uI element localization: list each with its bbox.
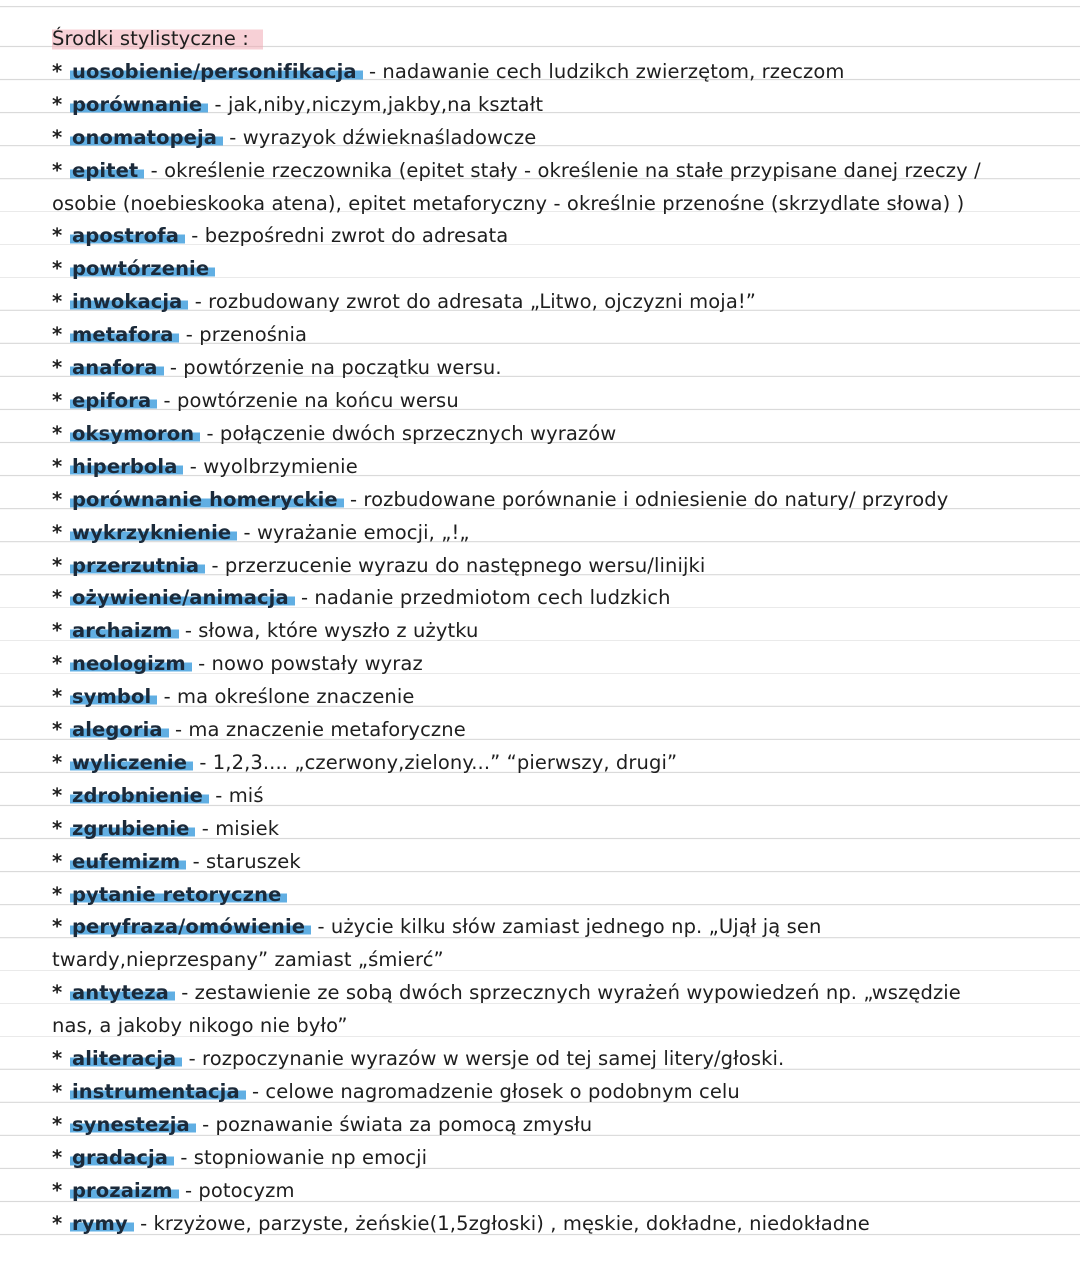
entry-definition: - wyrażanie emocji, „!„ <box>237 520 470 544</box>
bullet-star: * <box>52 323 63 347</box>
bullet-star: * <box>52 652 63 676</box>
entry-definition: - rozpoczynanie wyrazów w wersje od tej samej litery/głoski. <box>182 1047 785 1071</box>
bullet-star: * <box>52 750 63 774</box>
bullet-star: * <box>52 1145 63 1169</box>
entry-term: peryfraza/omówienie <box>70 915 311 938</box>
entry-line <box>52 1175 1062 1208</box>
entry-line <box>52 56 1062 89</box>
bullet-star: * <box>52 882 63 906</box>
entry-term: porównanie <box>70 93 208 116</box>
page-title: Środki stylistyczne : <box>52 23 263 56</box>
entry-term: epifora <box>70 389 157 412</box>
entry-line <box>52 220 1062 253</box>
bullet-star: * <box>52 224 63 248</box>
entry-line <box>52 89 1062 122</box>
entry-definition: - staruszek <box>186 849 301 873</box>
entry-line <box>52 977 1062 1010</box>
bullet-star: * <box>52 520 63 544</box>
entry-term: gradacja <box>70 1146 174 1169</box>
entry-term: oksymoron <box>70 422 200 445</box>
entry-definition: - krzyżowe, parzyste, żeńskie(1,5zgłoski) , męskie, dokładne, niedokładne <box>133 1211 870 1235</box>
entry-term: synestezja <box>70 1113 196 1136</box>
bullet-star: * <box>52 388 63 412</box>
entry-definition: - potocyzm <box>178 1178 295 1202</box>
entry-definition: - nadanie przedmiotom cech ludzkich <box>294 586 671 610</box>
entry-definition: - wyolbrzymienie <box>183 454 358 478</box>
entry-line <box>52 1043 1062 1076</box>
entry-term: neologizm <box>70 652 192 675</box>
entry-line <box>52 648 1062 681</box>
bullet-star: * <box>52 92 63 116</box>
entry-definition: - ma znaczenie metaforyczne <box>168 718 466 742</box>
entry-line <box>52 1109 1062 1142</box>
entry-line <box>52 286 1062 319</box>
entry-term: wykrzyknienie <box>70 521 237 544</box>
entry-line <box>52 385 1062 418</box>
entry-definition: - 1,2,3.... „czerwony,zielony...” “pierwszy, drugi” <box>193 750 678 774</box>
entry-definition: - poznawanie świata za pomocą zmysłu <box>195 1112 593 1136</box>
entry-line <box>52 484 1062 517</box>
bullet-star: * <box>52 487 63 511</box>
entry-term: onomatopeja <box>70 126 223 149</box>
entry-term: zgrubienie <box>70 817 195 840</box>
entry-term: epitet <box>70 159 144 182</box>
bullet-star: * <box>52 816 63 840</box>
bullet-star: * <box>52 125 63 149</box>
entry-definition: - rozbudowany zwrot do adresata „Litwo, ojczyzni moja!” <box>188 290 756 314</box>
entry-line <box>52 582 1062 615</box>
bullet-star: * <box>52 783 63 807</box>
entry-term: metafora <box>70 323 179 346</box>
bullet-star: * <box>52 586 63 610</box>
entry-line <box>52 319 1062 352</box>
entry-line <box>52 747 1062 780</box>
bullet-star: * <box>52 981 63 1005</box>
bullet-star: * <box>52 1080 63 1103</box>
entry-term: antyteza <box>70 981 175 1004</box>
entry-line <box>52 911 1062 944</box>
entry-term: alegoria <box>70 718 169 741</box>
entry-line <box>52 550 1062 583</box>
bullet-star: * <box>52 718 63 742</box>
entry-term: archaizm <box>70 619 179 642</box>
entry-definition: - słowa, które wyszło z użytku <box>178 619 479 643</box>
entry-definition: - miś <box>208 783 264 807</box>
entry-line <box>52 253 1062 286</box>
entry-line <box>52 122 1062 155</box>
entry-line <box>52 846 1062 879</box>
bullet-star: * <box>52 421 63 445</box>
entry-line <box>52 517 1062 550</box>
entry-line <box>52 451 1062 484</box>
entry-definition: - połączenie dwóch sprzecznych wyrazów <box>200 421 617 445</box>
entry-line <box>52 418 1062 451</box>
notes-sheet <box>52 23 1062 1241</box>
entry-definition: - ma określone znaczenie <box>157 685 415 709</box>
entry-term: eufemizm <box>70 850 186 873</box>
entry-definition: - powtórzenie na końcu wersu <box>157 388 459 412</box>
entry-continuation: nas, a jakoby nikogo nie było” <box>52 1014 348 1038</box>
bullet-star: * <box>52 1178 63 1202</box>
entry-definition: - nadawanie cech ludzikch zwierzętom, rzeczom <box>362 59 845 83</box>
entry-definition: - użycie kilku słów zamiast jednego np. „Ujął ją sen <box>311 915 822 939</box>
bullet-star: * <box>52 553 63 577</box>
entry-term: pytanie retoryczne <box>70 883 287 906</box>
bullet-star: * <box>52 849 63 873</box>
entry-definition: - nowo powstały wyraz <box>191 652 423 676</box>
title-line <box>52 23 1062 56</box>
entry-term: inwokacja <box>70 290 188 313</box>
entry-term: powtórzenie <box>70 257 215 280</box>
entry-line <box>52 1142 1062 1175</box>
entry-term: hiperbola <box>70 455 183 478</box>
entry-definition: - rozbudowane porównanie i odniesienie do natury/ przyrody <box>343 487 949 511</box>
entry-term: przerzutnia <box>70 554 205 577</box>
entry-definition: - zestawienie ze sobą dwóch sprzecznych wyrażeń wypowiedzeń np. „wszędzie <box>174 981 961 1005</box>
bullet-star: * <box>52 1112 63 1136</box>
bullet-star: * <box>52 619 63 643</box>
entry-term: instrumentacja <box>70 1080 246 1103</box>
entry-definition: - stopniowanie np emocji <box>174 1145 428 1169</box>
entry-definition: - wyrazyok dźwieknaśladowcze <box>223 125 537 149</box>
bullet-star: * <box>52 257 63 281</box>
entry-definition: - powtórzenie na początku wersu. <box>163 356 502 380</box>
bullet-star: * <box>52 59 63 83</box>
entry-term: wyliczenie <box>70 751 193 774</box>
entry-continuation: osobie (noebieskooka atena), epitet metaforyczny - określnie przenośne (skrzydlate słowa) ) <box>52 191 965 215</box>
entry-definition: - misiek <box>195 816 280 840</box>
entry-line <box>52 155 1062 188</box>
entry-line <box>52 879 1062 912</box>
entry-definition: - celowe nagromadzenie głosek o podobnym celu <box>245 1080 740 1103</box>
bullet-star: * <box>52 158 63 182</box>
entry-term: anafora <box>70 356 164 379</box>
entry-continuation: twardy,nieprzespany” zamiast „śmierć” <box>52 948 444 972</box>
entry-line <box>52 615 1062 648</box>
entry-line <box>52 714 1062 747</box>
entry-term: zdrobnienie <box>70 784 209 807</box>
entry-line <box>52 780 1062 813</box>
entry-line <box>52 681 1062 714</box>
entry-term: aliteracja <box>70 1047 182 1070</box>
entry-definition: - określenie rzeczownika (epitet stały - określenie na stałe przypisane danej rzeczy / <box>144 158 981 182</box>
entry-term: uosobienie/personifikacja <box>70 60 363 83</box>
entry-definition: - przenośnia <box>179 323 308 347</box>
entry-line <box>52 1208 1062 1241</box>
entry-definition: - przerzucenie wyrazu do następnego wersu/linijki <box>205 553 706 577</box>
entry-term: ożywienie/animacja <box>70 586 295 609</box>
entry-definition: - bezpośredni zwrot do adresata <box>185 224 509 248</box>
bullet-star: * <box>52 1047 63 1071</box>
bullet-star: * <box>52 290 63 314</box>
entry-term: porównanie homeryckie <box>70 488 344 511</box>
bullet-star: * <box>52 915 63 939</box>
bullet-star: * <box>52 685 63 709</box>
entry-line <box>52 352 1062 385</box>
entry-term: rymy <box>70 1212 134 1235</box>
entry-line <box>52 813 1062 846</box>
bullet-star: * <box>52 356 63 380</box>
entry-term: apostrofa <box>70 224 185 247</box>
entry-term: prozaizm <box>70 1179 179 1202</box>
entry-definition: - jak,niby,niczym,jakby,na kształt <box>208 92 544 116</box>
bullet-star: * <box>52 454 63 478</box>
bullet-star: * <box>52 1211 63 1235</box>
entries-list <box>52 56 1062 1241</box>
entry-term: symbol <box>70 685 157 708</box>
entry-line <box>52 1076 1062 1109</box>
